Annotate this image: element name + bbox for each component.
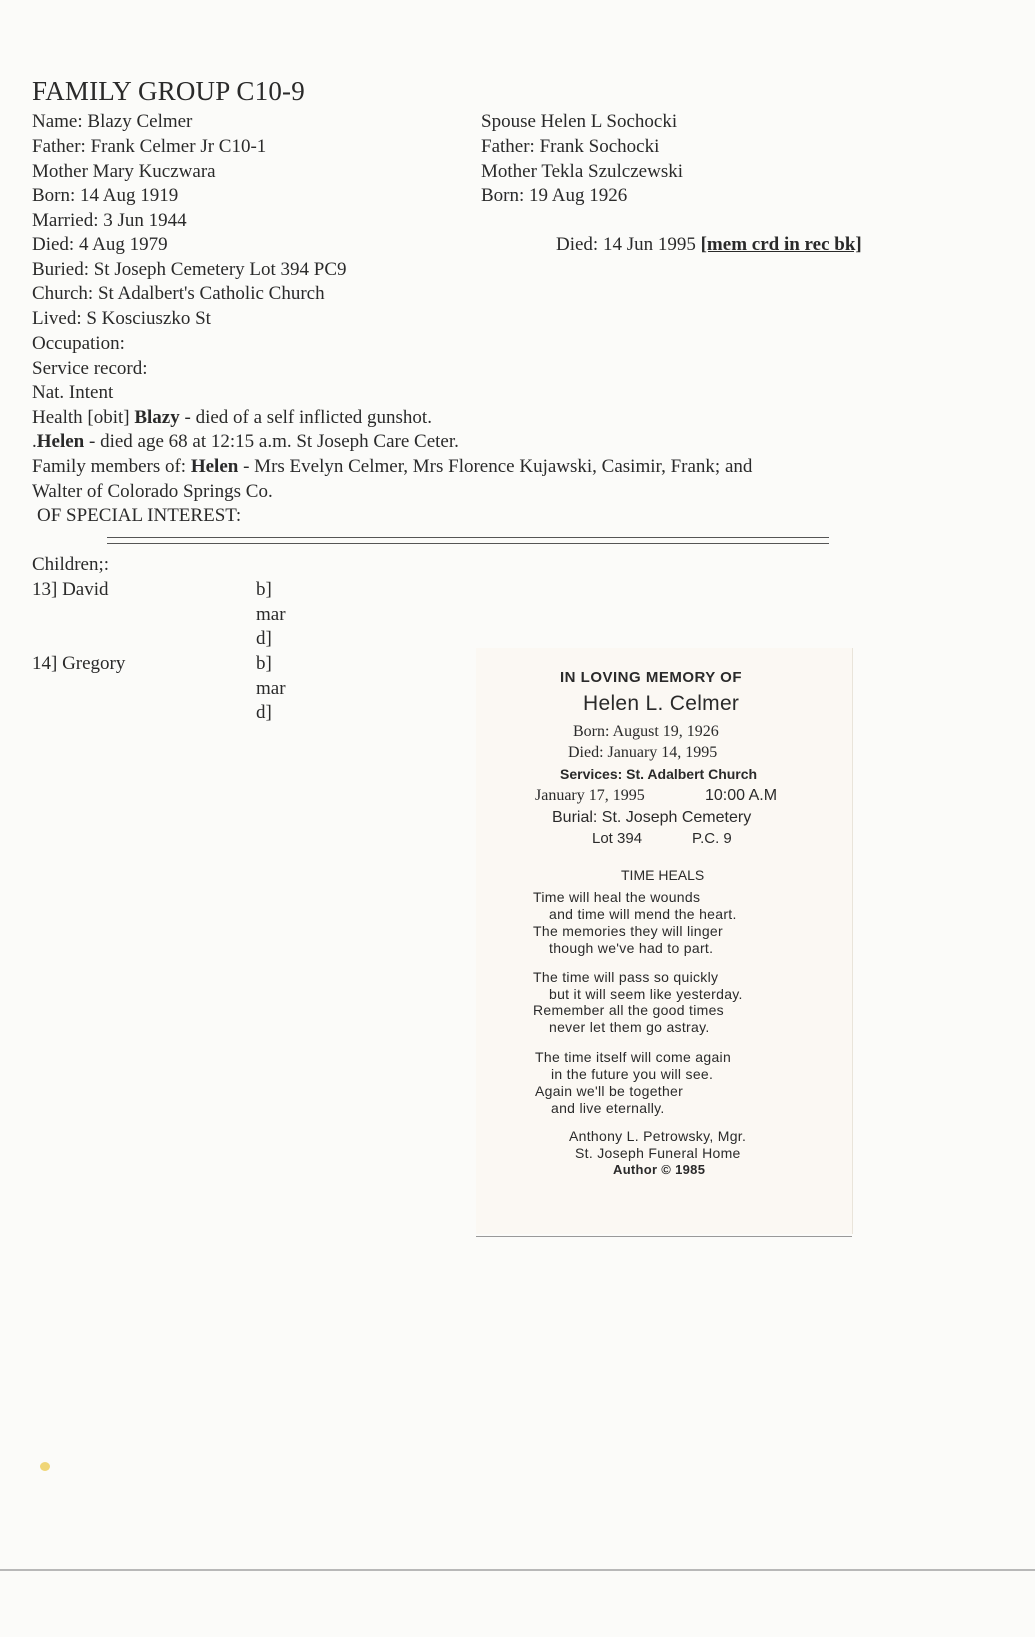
scan-speck bbox=[40, 1462, 50, 1471]
person-lived: Lived: S Kosciuszko St bbox=[32, 308, 211, 329]
family-note bbox=[32, 455, 752, 479]
special-interest: OF SPECIAL INTEREST: bbox=[37, 505, 242, 526]
child-1-married: mar bbox=[256, 604, 286, 625]
child-2-name: 14] Gregory bbox=[32, 653, 126, 674]
person-died: Died: 4 Aug 1979 bbox=[32, 234, 168, 255]
card-author-2: St. Joseph Funeral Home bbox=[575, 1145, 741, 1161]
page-title: FAMILY GROUP C10-9 bbox=[32, 76, 305, 106]
poem-line: Remember all the good times bbox=[533, 1002, 724, 1018]
person-occupation: Occupation: bbox=[32, 333, 125, 354]
card-lot: Lot 394 bbox=[592, 830, 643, 847]
card-author-1: Anthony L. Petrowsky, Mgr. bbox=[569, 1128, 747, 1144]
card-bottom-edge bbox=[476, 1236, 852, 1237]
card-services: Services: St. Adalbert Church bbox=[560, 766, 758, 782]
family-name: Helen bbox=[190, 456, 239, 477]
card-pc: P.C. 9 bbox=[692, 830, 732, 847]
card-service-time: 10:00 A.M bbox=[705, 787, 778, 804]
person-born: Born: 14 Aug 1919 bbox=[32, 185, 179, 206]
person-name: Name: Blazy Celmer bbox=[32, 111, 193, 132]
spouse-name: Spouse Helen L Sochocki bbox=[481, 111, 678, 132]
health-prefix: Health [obit] bbox=[32, 407, 130, 428]
spouse-born: Born: 19 Aug 1926 bbox=[481, 185, 628, 206]
child-2-married: mar bbox=[256, 678, 286, 699]
spouse-father: Father: Frank Sochocki bbox=[481, 136, 660, 157]
helen-text: - died age 68 at 12:15 a.m. St Joseph Care Ceter. bbox=[84, 431, 459, 452]
poem-line: and time will mend the heart. bbox=[549, 906, 737, 922]
card-service-date: January 17, 1995 bbox=[535, 787, 645, 804]
poem-title: TIME HEALS bbox=[621, 867, 705, 883]
poem-line: Time will heal the wounds bbox=[533, 889, 701, 905]
card-burial: Burial: St. Joseph Cemetery bbox=[552, 809, 752, 826]
child-1-died: d] bbox=[256, 628, 272, 649]
poem-line: but it will seem like yesterday. bbox=[549, 986, 743, 1002]
card-died: Died: January 14, 1995 bbox=[568, 744, 718, 761]
card-heading: IN LOVING MEMORY OF bbox=[560, 669, 743, 686]
poem-line: in the future you will see. bbox=[551, 1066, 714, 1082]
spouse-died bbox=[556, 233, 862, 257]
person-buried: Buried: St Joseph Cemetery Lot 394 PC9 bbox=[32, 259, 347, 280]
person-married: Married: 3 Jun 1944 bbox=[32, 210, 187, 231]
person-mother: Mother Mary Kuczwara bbox=[32, 161, 216, 182]
poem-line: The time will pass so quickly bbox=[533, 969, 719, 985]
child-2-born: b] bbox=[256, 653, 272, 674]
health-text: - died of a self inflicted gunshot. bbox=[179, 407, 432, 428]
health-name: Blazy bbox=[134, 407, 180, 428]
person-father: Father: Frank Celmer Jr C10-1 bbox=[32, 136, 267, 157]
poem-line: and live eternally. bbox=[551, 1100, 665, 1116]
divider bbox=[107, 537, 829, 544]
helen-prefix: . bbox=[32, 431, 37, 452]
person-nat-intent: Nat. Intent bbox=[32, 382, 114, 403]
family-note-line2: Walter of Colorado Springs Co. bbox=[32, 481, 273, 502]
child-2-died: d] bbox=[256, 702, 272, 723]
poem-line: The memories they will linger bbox=[533, 923, 723, 939]
poem-line: though we've had to part. bbox=[549, 940, 714, 956]
card-author-3: Author © 1985 bbox=[613, 1162, 706, 1177]
child-1-name: 13] David bbox=[32, 579, 109, 600]
helen-name: Helen bbox=[36, 431, 85, 452]
card-name: Helen L. Celmer bbox=[583, 692, 740, 715]
family-prefix: Family members of: bbox=[32, 456, 187, 477]
children-label: Children;: bbox=[32, 554, 110, 575]
child-1-born: b] bbox=[256, 579, 272, 600]
card-born: Born: August 19, 1926 bbox=[573, 723, 719, 740]
helen-note bbox=[32, 430, 459, 454]
memorial-card bbox=[476, 648, 853, 1234]
person-church: Church: St Adalbert's Catholic Church bbox=[32, 283, 325, 304]
person-service-record: Service record: bbox=[32, 358, 148, 379]
spouse-mother: Mother Tekla Szulczewski bbox=[481, 161, 683, 182]
page-bottom-edge bbox=[0, 1569, 1035, 1571]
health-note bbox=[32, 406, 432, 430]
mem-card-link[interactable]: [mem crd in rec bk] bbox=[700, 234, 862, 255]
poem-line: Again we'll be together bbox=[535, 1083, 684, 1099]
spouse-died-date: Died: 14 Jun 1995 bbox=[556, 234, 696, 255]
family-text: - Mrs Evelyn Celmer, Mrs Florence Kujawski, Casimir, Frank; and bbox=[238, 456, 753, 477]
poem-line: never let them go astray. bbox=[549, 1019, 710, 1035]
poem-line: The time itself will come again bbox=[535, 1049, 732, 1065]
